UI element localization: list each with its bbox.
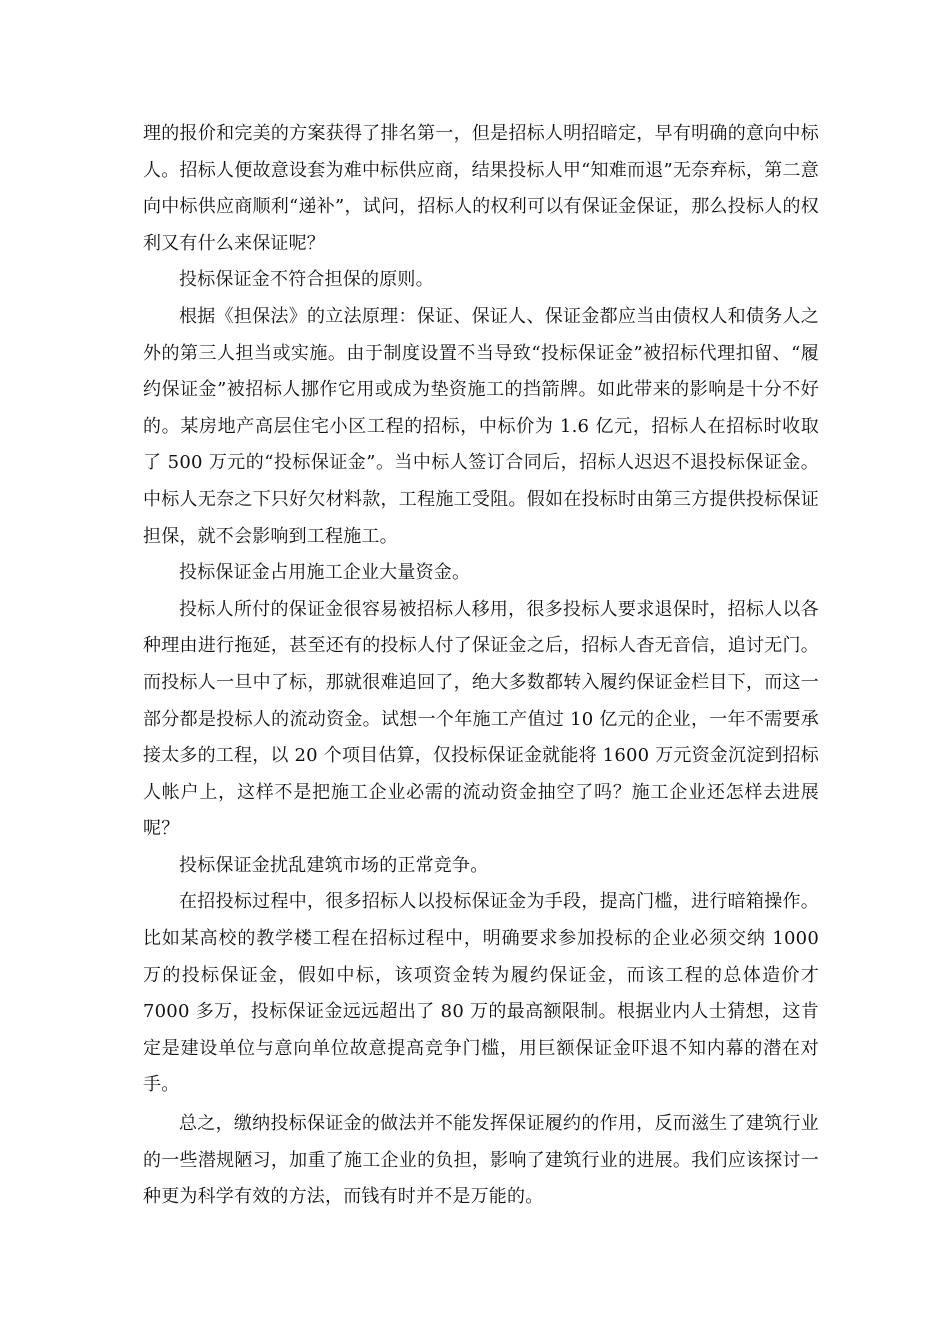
paragraph-market-competition: 在招投标过程中，很多招标人以投标保证金为手段，提高门槛，进行暗箱操作。比如某高校的教学楼工程在招标过程中，明确要求参加投标的企业必须交纳 1000 万的投标保证金，假如中标，该项资金转为履约保证金，而该工程的总体造价才 7000 多万，投标保证金远远超出了 80 万的最高额限制。根据业内人士猜想，这肯定是建设单位与意向单位故意提高竞争门槛，用巨额保证金吓退不知内幕的潜在对手。 bbox=[143, 891, 819, 1096]
heading-market-competition: 投标保证金扰乱建筑市场的正常竞争。 bbox=[179, 854, 489, 876]
paragraph-capital-occupation: 投标人所付的保证金很容易被招标人移用，很多投标人要求退保时，招标人以各种理由进行拖延，甚至还有的投标人付了保证金之后，招标人杳无音信，追讨无门。而投标人一旦中了标，那就很难追回了，绝大多数都转入履约保证金栏目下，而这一部分都是投标人的流动资金。试想一个年施工产值过 10 亿元的企业，一年不需要承接太多的工程，以 20 个项目估算，仅投标保证金就能将 1600 万元资金沉淀到招标人帐户上，这样不是把施工企业必需的流动资金抽空了吗？施工企业还怎样去进展呢？ bbox=[143, 598, 819, 840]
heading-capital-occupation: 投标保证金占用施工企业大量资金。 bbox=[179, 562, 471, 584]
heading-guarantee-principle: 投标保证金不符合担保的原则。 bbox=[179, 269, 434, 291]
document-body bbox=[143, 116, 819, 1216]
paragraph-guarantee-law: 根据《担保法》的立法原理：保证、保证人、保证金都应当由债权人和债务人之外的第三人担当或实施。由于制度设置不当导致“投标保证金”被招标代理扣留、“履约保证金”被招标人挪作它用或成为垫资施工的挡箭牌。如此带来的影响是十分不好的。某房地产高层住宅小区工程的招标，中标价为 1.6 亿元，招标人在招标时收取了 500 万元的“投标保证金”。当中标人签订合同后，招标人迟迟不退投标保证金。中标人无奈之下只好欠材料款，工程施工受阻。假如在投标时由第三方提供投标保证担保，就不会影响到工程施工。 bbox=[143, 305, 819, 547]
paragraph-continuation: 理的报价和完美的方案获得了排名第一，但是招标人明招暗定，早有明确的意向中标人。招标人便故意设套为难中标供应商，结果投标人甲“知难而退”无奈弃标，第二意向中标供应商顺利“递补”，试问，招标人的权利可以有保证金保证，那么投标人的权利又有什么来保证呢？ bbox=[143, 123, 819, 254]
paragraph-conclusion: 总之，缴纳投标保证金的做法并不能发挥保证履约的作用，反而滋生了建筑行业的一些潜规陋习，加重了施工企业的负担，影响了建筑行业的进展。我们应该探讨一种更为科学有效的方法，而钱有时并不是万能的。 bbox=[143, 1113, 819, 1208]
